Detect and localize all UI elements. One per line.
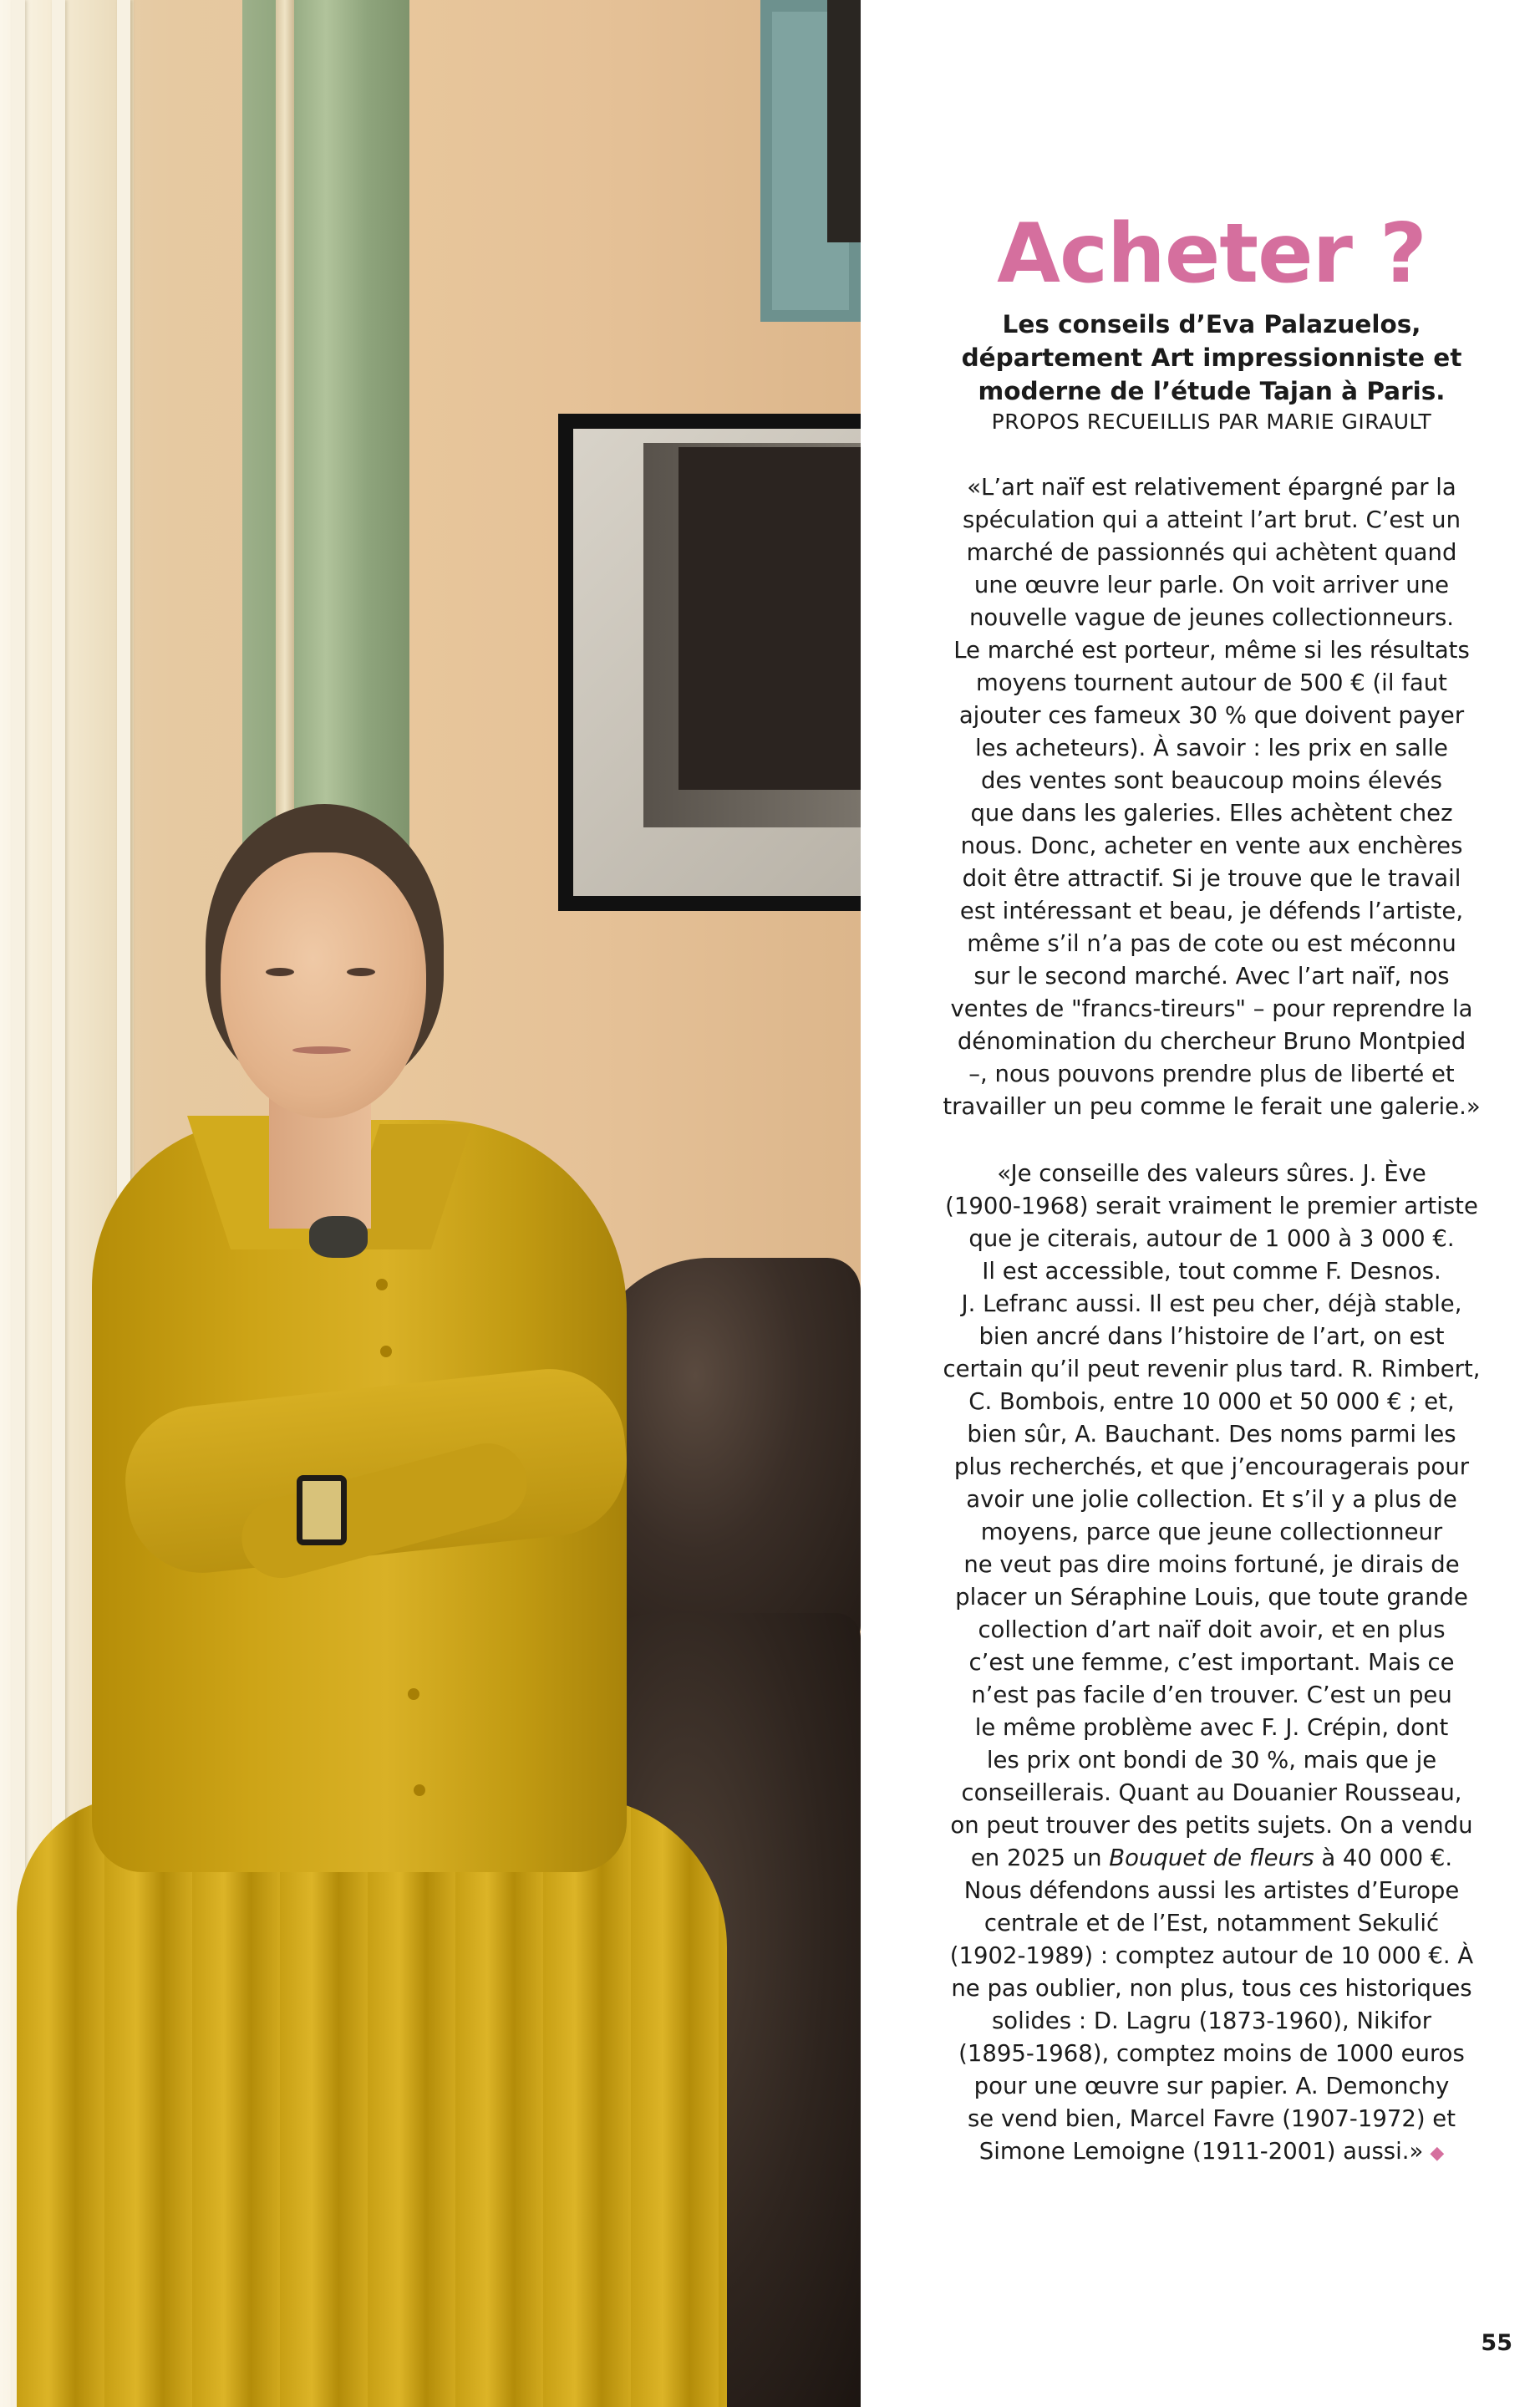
body-line: conseillerais. Quant au Douanier Rousseau, [961, 1779, 1462, 1806]
body-line: moyens, parce que jeune collectionneur [980, 1519, 1443, 1545]
body-line: certain qu’il peut revenir plus tard. R. Rimbert, [943, 1356, 1481, 1382]
mouth [292, 1046, 351, 1054]
necklace [309, 1216, 368, 1258]
dress-button [414, 1784, 425, 1796]
body-line: C. Bombois, entre 10 000 et 50 000 € ; et, [968, 1388, 1455, 1415]
dress-button [376, 1279, 388, 1290]
eye-right [347, 968, 375, 976]
body-paragraph-1 [911, 471, 1512, 1123]
body-line: «L’art naïf est relativement épargné par la [967, 474, 1456, 501]
dress-button [408, 1688, 419, 1700]
body-line: centrale et de l’Est, notamment Sekulić [983, 1910, 1440, 1936]
body-line: se vend bien, Marcel Favre (1907-1972) et [967, 2105, 1456, 2132]
framed-picture-top-inner [827, 0, 861, 242]
body-line: (1895-1968), comptez moins de 1000 euros [958, 2040, 1465, 2067]
body-line: «Je conseille des valeurs sûres. J. Ève [997, 1160, 1426, 1187]
line-text: en 2025 un [970, 1845, 1110, 1871]
body-line: dénomination du chercheur Bruno Montpied [957, 1028, 1466, 1055]
article-title: Acheter ? [997, 206, 1426, 302]
body-line: que je citerais, autour de 1 000 à 3 000 €. [968, 1225, 1455, 1252]
body-line: Il est accessible, tout comme F. Desnos. [982, 1258, 1441, 1285]
body-line: n’est pas facile d’en trouver. C’est un peu [971, 1682, 1452, 1708]
body-line: (1900-1968) serait vraiment le premier artiste [945, 1193, 1478, 1219]
subtitle-line: département Art impressionniste et [961, 343, 1462, 372]
body-line: les acheteurs). À savoir : les prix en salle [975, 735, 1448, 761]
body-line: moyens tournent autour de 500 € (il faut [976, 669, 1447, 696]
body-line: Nous défendons aussi les artistes d’Europe [963, 1877, 1460, 1904]
body-line-last [911, 2135, 1512, 2170]
wristwatch [297, 1475, 347, 1545]
body-line: sur le second marché. Avec l’art naïf, nos [973, 963, 1450, 990]
body-line: travailler un peu comme le ferait une galerie.» [943, 1093, 1481, 1120]
body-line: ajouter ces fameux 30 % que doivent payer [958, 702, 1465, 729]
body-line: bien ancré dans l’histoire de l’art, on est [978, 1323, 1445, 1350]
body-line: –, nous pouvons prendre plus de liberté et [968, 1061, 1455, 1087]
body-line: Le marché est porteur, même si les résultats [953, 637, 1470, 664]
body-line: pour une œuvre sur papier. A. Demonchy [973, 2073, 1450, 2099]
byline: PROPOS RECUEILLIS PAR MARIE GIRAULT [991, 410, 1432, 434]
body-paragraph-2 [911, 1158, 1512, 2170]
curtain-trim [276, 0, 294, 886]
body-line: placer un Séraphine Louis, que toute grande [955, 1584, 1468, 1611]
body-line: les prix ont bondi de 30 %, mais que je [986, 1747, 1437, 1773]
end-of-article-icon: ◆ [1430, 2143, 1445, 2164]
body-line: avoir une jolie collection. Et s’il y a plus de [966, 1486, 1457, 1513]
dress-button [380, 1346, 392, 1357]
body-line: nouvelle vague de jeunes collectionneurs. [968, 604, 1455, 631]
body-line: J. Lefranc aussi. Il est peu cher, déjà stable, [961, 1290, 1462, 1317]
subtitle-line: moderne de l’étude Tajan à Paris. [978, 377, 1446, 405]
body-line: une œuvre leur parle. On voit arriver une [973, 572, 1450, 598]
dress-skirt [17, 1797, 727, 2407]
article-subtitle [911, 308, 1512, 408]
body-line: on peut trouver des petits sujets. On a vendu [950, 1812, 1473, 1839]
body-line: bien sûr, A. Bauchant. Des noms parmi les [967, 1421, 1456, 1448]
body-line: ne pas oublier, non plus, tous ces historiques [951, 1975, 1472, 2002]
body-line: spéculation qui a atteint l’art brut. C’est un [962, 506, 1461, 533]
body-line: le même problème avec F. J. Crépin, dont [974, 1714, 1449, 1741]
body-line: collection d’art naïf doit avoir, et en plus [978, 1616, 1446, 1643]
body-line: même s’il n’a pas de cote ou est méconnu [967, 930, 1456, 957]
eye-left [266, 968, 294, 976]
body-line: que dans les galeries. Elles achètent chez [970, 800, 1453, 827]
body-line: plus recherchés, et que j’encouragerais pour [953, 1453, 1470, 1480]
subtitle-line: Les conseils d’Eva Palazuelos, [1002, 310, 1421, 338]
green-curtain [242, 0, 409, 886]
line-text: à 40 000 €. [1314, 1845, 1453, 1871]
body-line: solides : D. Lagru (1873-1960), Nikifor [991, 2008, 1432, 2034]
body-line: marché de passionnés qui achètent quand [966, 539, 1457, 566]
body-line: ne veut pas dire moins fortuné, je dirais de [963, 1551, 1460, 1578]
body-line: (1902-1989) : comptez autour de 10 000 €. À [949, 1942, 1474, 1969]
body-line-with-italic [911, 1842, 1512, 1875]
artwork-title: Bouquet de fleurs [1109, 1845, 1314, 1871]
body-line: est intéressant et beau, je défends l’artiste, [959, 898, 1464, 924]
body-line: nous. Donc, acheter en vente aux enchères [960, 832, 1463, 859]
painting-canvas [679, 447, 861, 790]
face [221, 852, 426, 1118]
page-number: 55 [1481, 2330, 1512, 2356]
line-text: Simone Lemoigne (1911-2001) aussi.» [978, 2138, 1424, 2165]
body-line: ventes de "francs-tireurs" – pour reprendre la [950, 995, 1473, 1022]
body-line: c’est une femme, c’est important. Mais ce [968, 1649, 1455, 1676]
body-line: doit être attractif. Si je trouve que le travail [962, 865, 1461, 892]
body-line: des ventes sont beaucoup moins élevés [981, 767, 1442, 794]
